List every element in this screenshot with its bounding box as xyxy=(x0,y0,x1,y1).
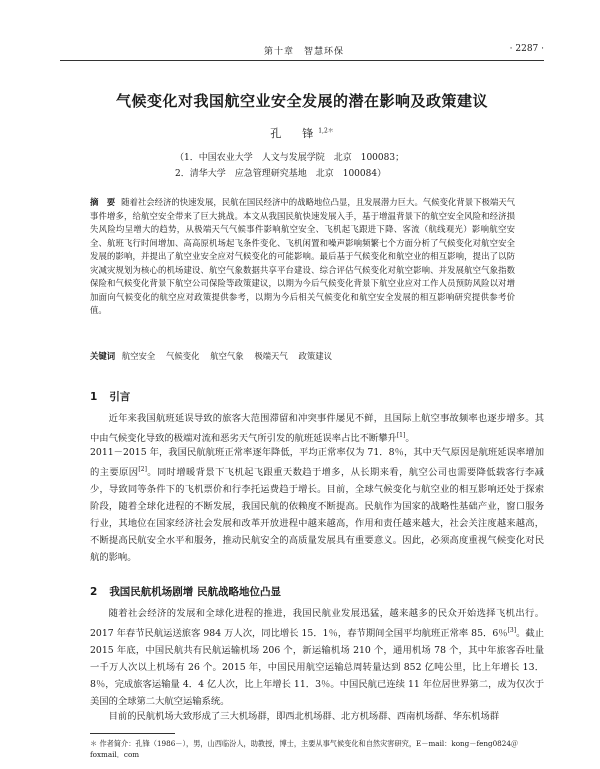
keyword: 气候变化 xyxy=(165,351,200,361)
affiliation-2: 2．清华大学 应急管理研究基地 北京 100084） xyxy=(175,169,387,179)
journal-section-title: 第十章 智慧环保 xyxy=(264,47,345,57)
paragraph-text: 随着社会经济的发展和全球化进程的推进，我国民航业发展迅猛，越来越多的民众开始选择飞机出行。2017 年春节民航运送旅客 984 万人次，同比增长 15．1％，春节期间全国平均航班正常率 85．6％ xyxy=(90,608,544,640)
paragraph-tail: 。截止 2015 年底，中国民航共有民航运输机场 206 个，新运输机场 210 个，通用机场 78 个，其中年旅客吞吐量一千万人次以上机场有 26 个。2015 年，中国民用航空运输总周转量达到 852 亿吨公里，比上年增长 13．8％，完成旅客运输量 4．4 亿人次，比上年增长 11．3％。中国民航已连续 11 年位居世界第二，成为仅次于美国的全球第二大航空运输系统。 xyxy=(90,628,544,708)
paragraph xyxy=(90,605,544,710)
keyword: 航空气象 xyxy=(210,351,244,361)
section-number: 2 xyxy=(90,586,98,598)
paragraph-text: 2011－2015 年，我国民航航班正常率逐年降低，平均正常率仅为 71．8％，其中天气原因是航班延误率增加的主要原因 xyxy=(90,447,544,479)
author-name: 孔 锋 xyxy=(270,127,319,140)
paragraph-tail: 。 xyxy=(405,433,415,445)
paragraph-text: 目前的民航机场大致形成了三大机场群，即西北机场群、北方机场群、西南机场群、华东机场群 xyxy=(108,711,500,722)
section-title: 引言 xyxy=(109,391,131,403)
page-number: · 2287 · xyxy=(509,44,544,54)
paragraph-tail: 。同时增暖背景下飞机起飞跟重天数趋于增多，从长期来看，航空公司也需要降低载客行李减少，导致同等条件下的飞机票价和行李托运费趋于增长。目前，全球气候变化与航空业的相互影响还处于探索阶段，随着全球化进程的不断发展，我国民航的依赖度不断提高。民航作为国家的战略性基础产业，窗口服务行业，其地位在国家经济社会发展和改革开放进程中越来越高，作用和责任越来越大，社会关注度越来越高，不断提高民航安全水平和服务，推动民航安全的高质量发展具有重要意义。因此，必须高度重视气候变化对民航的影响。 xyxy=(90,467,544,564)
paper-title: 气候变化对我国航空业安全发展的潜在影响及政策建议 xyxy=(115,92,488,110)
keywords-label: 关键词 xyxy=(90,351,116,361)
affiliation-1: （1．中国农业大学 人文与发展学院 北京 100083； xyxy=(175,153,405,163)
section-number: 1 xyxy=(90,391,98,403)
keyword: 极端天气 xyxy=(254,351,288,361)
citation: [3] xyxy=(507,627,517,634)
footnote-rule xyxy=(90,733,175,734)
section-heading-1 xyxy=(90,389,130,404)
running-header xyxy=(60,44,544,58)
affiliations xyxy=(175,150,404,182)
abstract-text: 随着社会经济的快速发展，民航在国民经济中的战略地位凸显，且发展潜力巨大。气候变化背景下极端天气事件增多，给航空安全带来了巨大挑战。本文从我国民航快速发展入手，基于增温背景下的航空安全风险和经济损失风险均呈增大的趋势，从极端天气气候事件影响航空安全、飞机起飞跟进下降、客流（航线观光）影响航空安全、航班飞行时间增加、高高原机场起飞条件变化、飞机闲置和噪声影响频繁七个方面分析了气候变化对航空安全发展的影响，并提出了航空业安全应对气候变化的可能影响。最后基于气候变化和航空业的相互影响，提出了以防灾减灾规划为核心的机场建设、航空气象数据共享平台建设、综合评估气候变化对航空影响、并发展航空气象指数保险和气候变化背景下航空公司保险等政策建议，以期为今后气候变化背景下航空业应对工作人员预防风险以对增加面向气候变化的航空应对政策提供参考，以期为今后相关气候变化和航空安全发展的相互影响研究提供参考价值。 xyxy=(90,197,515,315)
keywords xyxy=(90,350,515,363)
abstract-label: 摘 要 xyxy=(90,197,116,207)
paragraph-text: 近年来我国航班延误导致的旅客大范围滞留和冲突事件屡见不鲜，且国际上航空事故频率也逐步增多。其中由气候变化导致的极端对流和恶劣天气所引发的航班延误率占比不断攀升 xyxy=(90,413,544,445)
author-footnote: ＊ 作者简介：孔锋（1986－），男，山西临汾人，助教授，博士，主要从事气候变化和自然灾害研究，E－mail：kong－feng0824＠foxmail．com xyxy=(90,739,519,759)
section-title: 我国民航机场剧增 民航战略地位凸显 xyxy=(109,586,281,598)
keyword: 航空安全 xyxy=(121,351,156,361)
author-line xyxy=(60,125,544,141)
header-rule xyxy=(60,60,544,61)
citation: [2] xyxy=(138,466,147,473)
paragraph xyxy=(90,708,544,725)
paragraph xyxy=(90,410,544,447)
citation: [1] xyxy=(396,432,406,439)
abstract xyxy=(90,196,515,318)
author-marks: 1,2＊ xyxy=(318,127,334,135)
keyword: 政策建议 xyxy=(298,351,332,361)
paragraph xyxy=(90,444,544,566)
section-heading-2 xyxy=(90,584,281,599)
